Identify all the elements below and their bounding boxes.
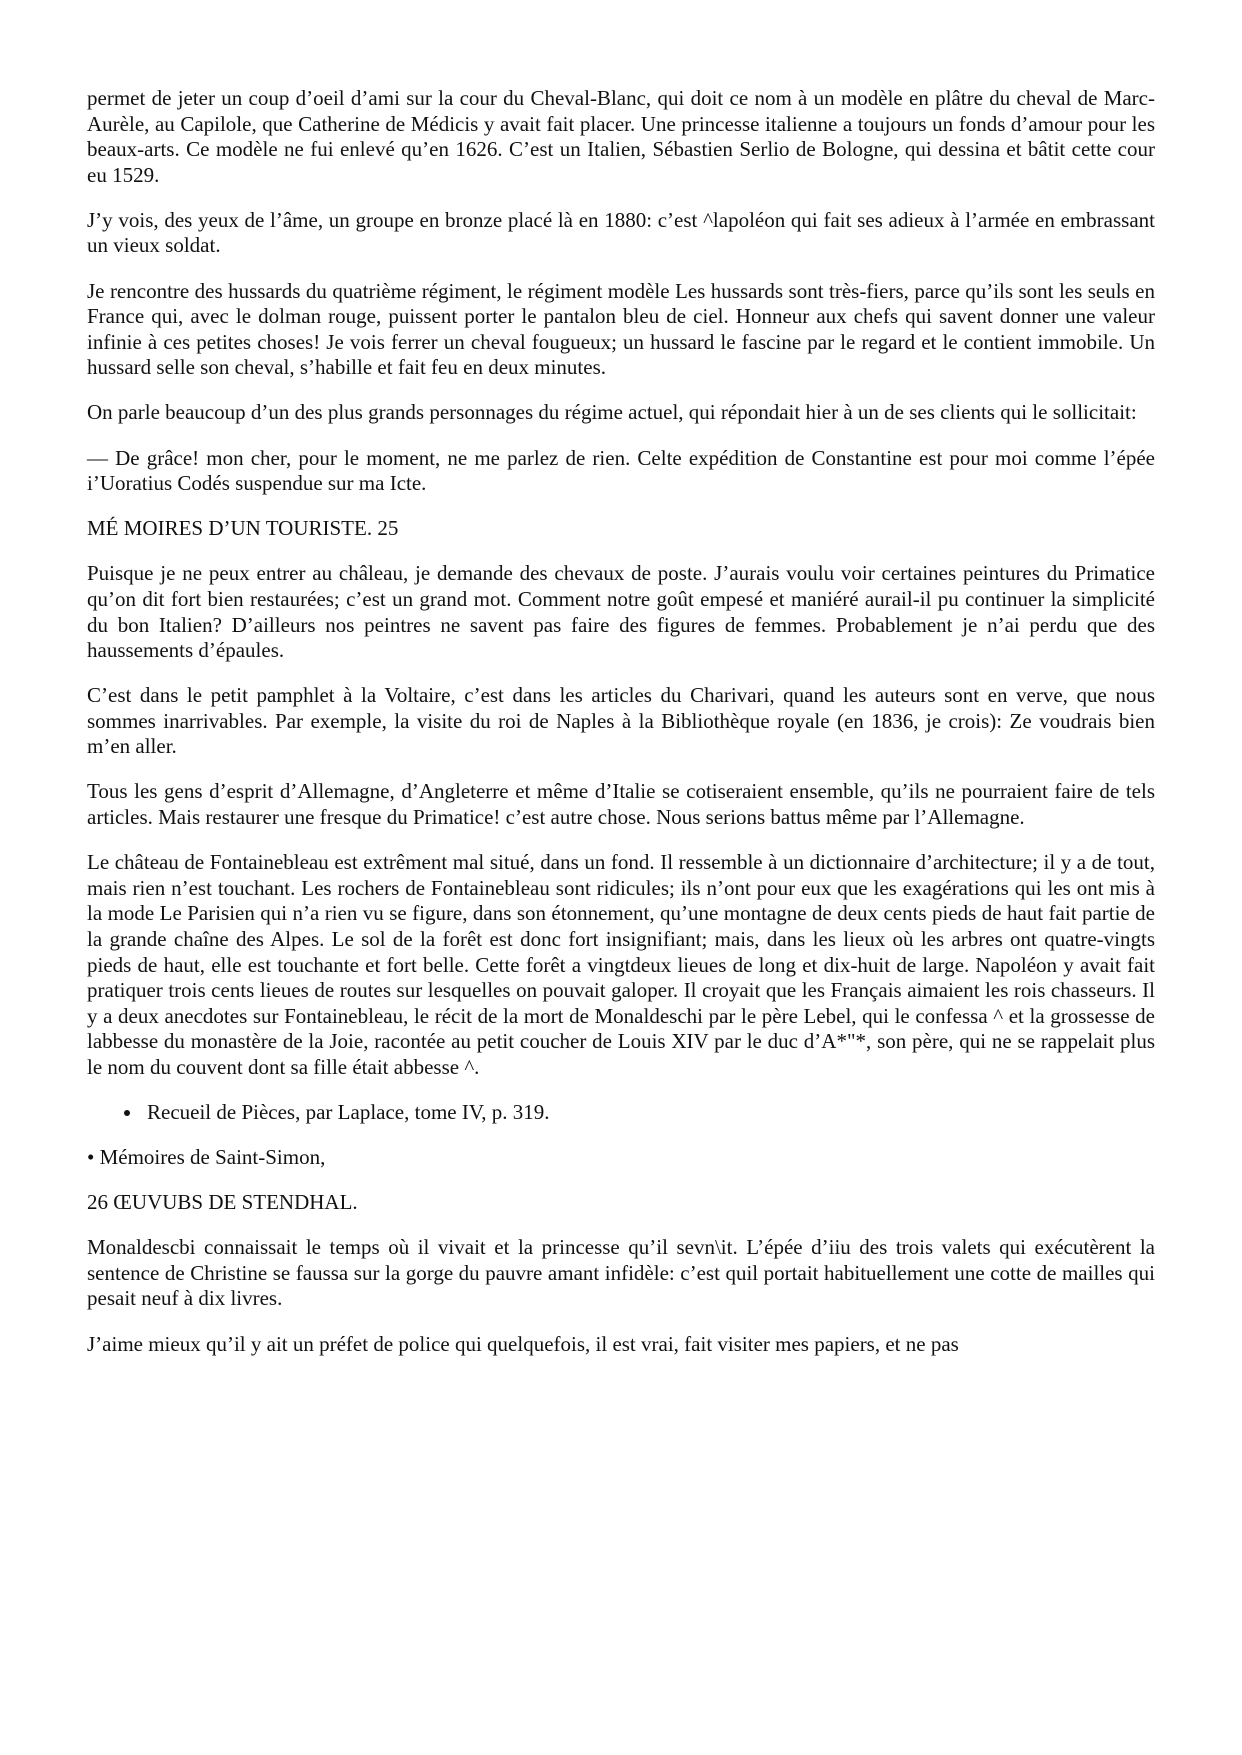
footnote-item: • Recueil de Pièces, par Laplace, tome IV, p. 319. <box>143 1100 1155 1126</box>
paragraph: Je rencontre des hussards du quatrième régiment, le régiment modèle Les hussards sont très-fiers, parce qu’ils sont les seuls en France qui, avec le dolman rouge, puissent porter le pantalon bleu de ciel. Honneur aux chefs qui savent donner une valeur infinie à ces petites choses! Je vois ferrer un cheval fougueux; un hussard le fascine par le regard et le contient immobile. Un hussard selle son cheval, s’habille et fait feu en deux minutes. <box>87 278 1155 380</box>
paragraph: Le château de Fontainebleau est extrêment mal situé, dans un fond. Il ressemble à un dictionnaire d’architecture; il y a de tout, mais rien n’est touchant. Les rochers de Fontainebleau sont ridicules; ils n’ont pour eux que les exagérations qui les ont mis à la mode Le Parisien qui n’a rien vu se figure, dans son étonnement, qu’une montagne de deux cents pieds de haut fait partie de la grande chaîne des Alpes. Le sol de la forêt est donc fort insignifiant; mais, dans les lieux où les arbres ont quatre-vingts pieds de haut, elle est touchante et fort belle. Cette forêt a vingtdeux lieues de long et dix-huit de large. Napoléon y avait fait pratiquer trois cents lieues de routes sur lesquelles on pouvait galoper. Il croyait que les Français aimaient les rois chasseurs. Il y a deux anecdotes sur Fontainebleau, le récit de la mort de Monaldeschi par le père Lebel, qui le confessa ^ et la grossesse de labbesse du monastère de la Joie, racontée au petit coucher de Louis XIV par le duc d’A*"*, son père, qui ne se rappelait plus le nom du couvent dont sa fille était abbesse ^. <box>87 850 1155 1079</box>
running-header: MÉ MOIRES D’UN TOURISTE. 25 <box>87 516 399 541</box>
paragraph: C’est dans le petit pamphlet à la Voltaire, c’est dans les articles du Charivari, quand les auteurs sont en verve, que nous sommes inarrivables. Par exemple, la visite du roi de Naples à la Bibliothèque royale (en 1836, je crois): Ze voudrais bien m’en aller. <box>87 683 1155 759</box>
paragraph: J’y vois, des yeux de l’âme, un groupe en bronze placé là en 1880: c’est ^lapoléon qui fait ses adieux à l’armée en embrassant un vieux soldat. <box>87 207 1155 258</box>
footnote: • Mémoires de Saint-Simon, <box>87 1145 326 1170</box>
paragraph: permet de jeter un coup d’oeil d’ami sur la cour du Cheval-Blanc, qui doit ce nom à un modèle en plâtre du cheval de Marc-Aurèle, au Capilole, que Catherine de Médicis y avait fait placer. Une princesse italienne a toujours un fonds d’amour pour les beaux-arts. Ce modèle ne fui enlevé qu’en 1626. C’est un Italien, Sébastien Serlio de Bologne, qui dessina et bâtit cette cour eu 1529. <box>87 86 1155 187</box>
document-page <box>87 86 1155 1377</box>
paragraph: Monaldescbi connaissait le temps où il vivait et la princesse qu’il sevn\it. L’épée d’iiu des trois valets qui exécutèrent la sentence de Christine se faussa sur la gorge du pauvre amant infidèle: c’est quil portait habituellement une cotte de mailles qui pesait neuf à dix livres. <box>87 1235 1155 1311</box>
footnote-list <box>87 1100 1155 1126</box>
paragraph: On parle beaucoup d’un des plus grands personnages du régime actuel, qui répondait hier à un de ses clients qui le sollicitait: <box>87 400 1137 425</box>
paragraph: Puisque je ne peux entrer au châleau, je demande des chevaux de poste. J’aurais voulu voir certaines peintures du Primatice qu’on dit fort bien restaurées; c’est un grand mot. Comment notre goût empesé et maniéré aurail-il pu continuer la simplicité du bon Italien? D’ailleurs nos peintres ne savent pas faire des figures de femmes. Probablement je n’ai perdu que des haussements d’épaules. <box>87 561 1155 663</box>
running-header: 26 ŒUVUBS DE STENDHAL. <box>87 1190 358 1215</box>
paragraph: Tous les gens d’esprit d’Allemagne, d’Angleterre et même d’Italie se cotiseraient ensemble, qu’ils ne pourraient faire de tels articles. Mais restaurer une fresque du Primatice! c’est autre chose. Nous serions battus même par l’Allemagne. <box>87 779 1155 830</box>
paragraph: — De grâce! mon cher, pour le moment, ne me parlez de rien. Celte expédition de Constantine est pour moi comme l’épée i’Uoratius Codés suspendue sur ma Icte. <box>87 445 1155 496</box>
paragraph: J’aime mieux qu’il y ait un préfet de police qui quelquefois, il est vrai, fait visiter mes papiers, et ne pas <box>87 1331 959 1356</box>
